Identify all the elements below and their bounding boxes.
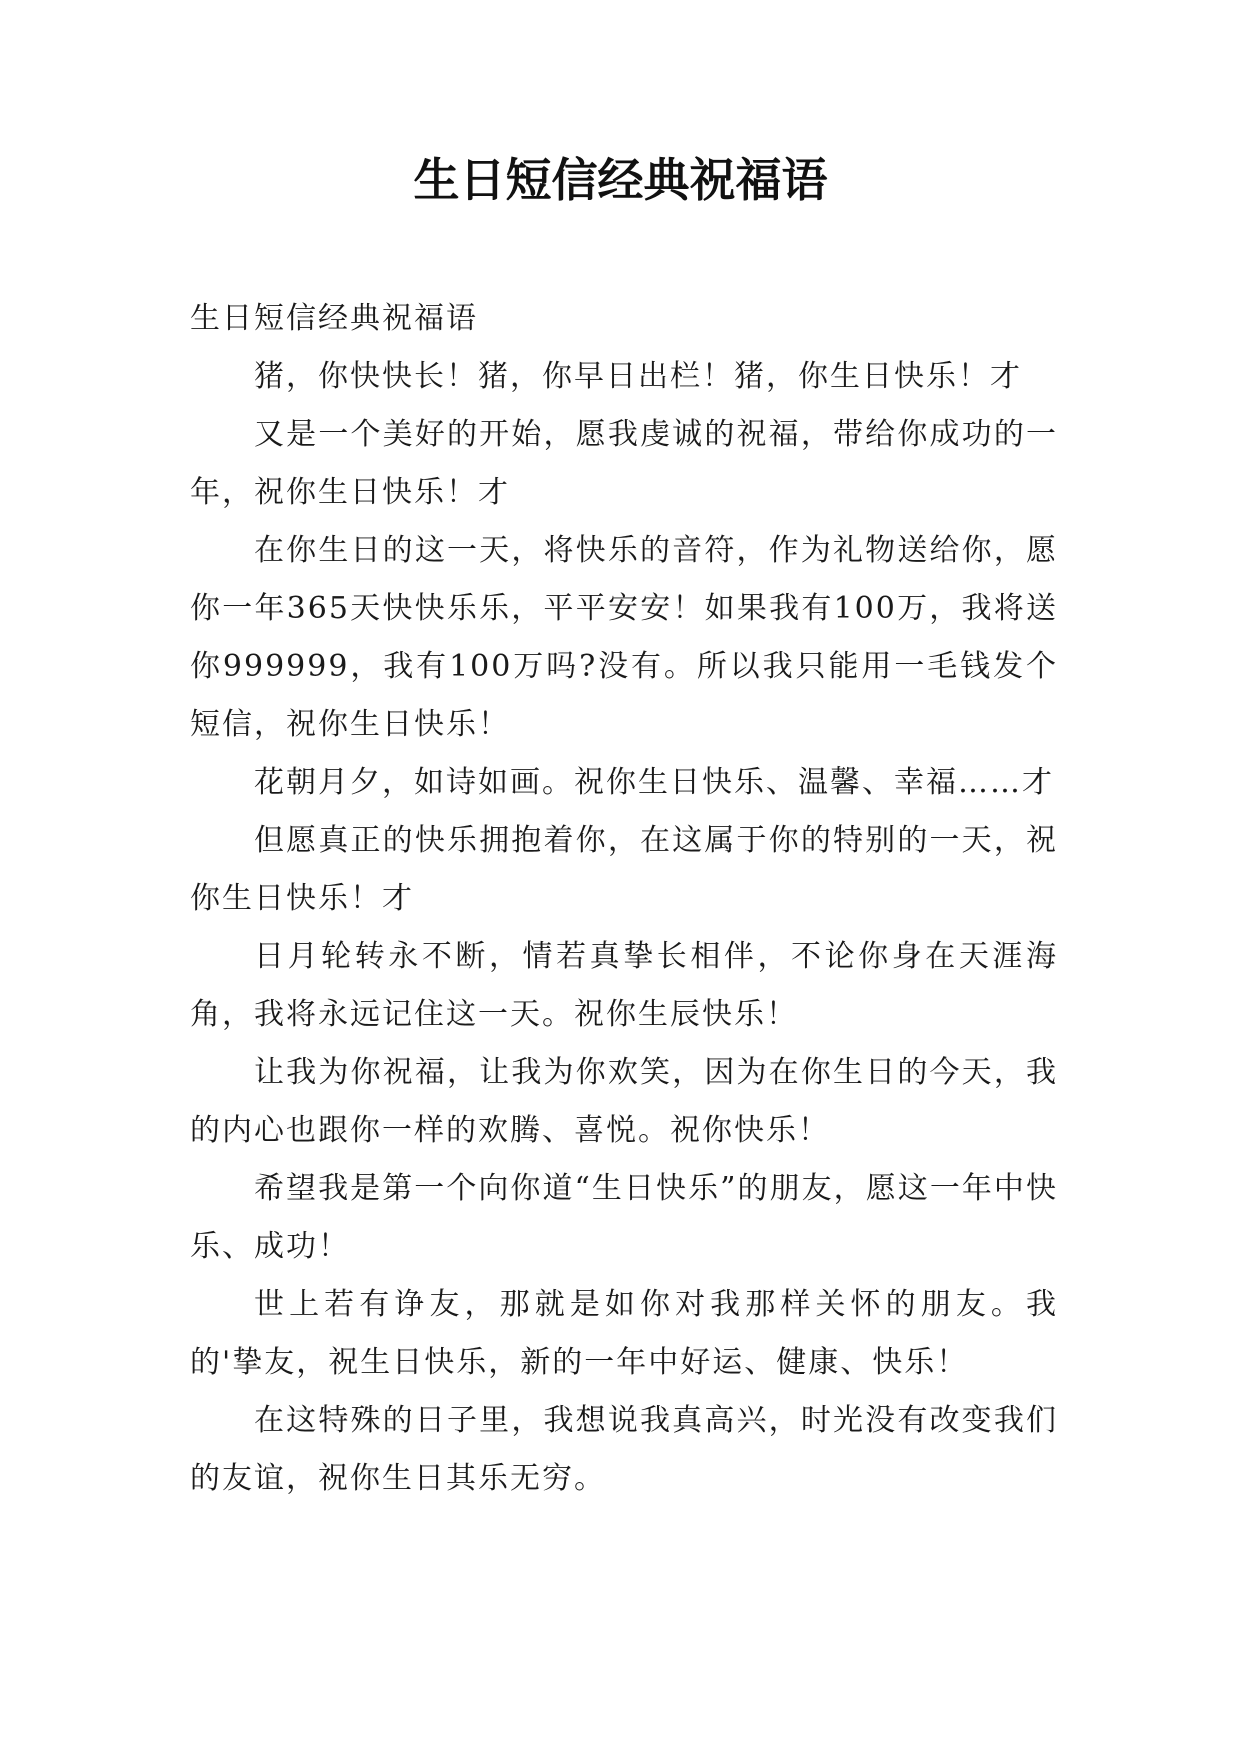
- document-body: [190, 290, 1058, 1508]
- paragraph: 猪，你快快长！猪，你早日出栏！猪，你生日快乐！才: [254, 359, 1022, 394]
- paragraph: 在你生日的这一天，将快乐的音符，作为礼物送给你，愿你一年365天快快乐乐，平平安安！如果我有100万，我将送你999999，我有100万吗?没有。所以我只能用一毛钱发个短信，祝你生日快乐！: [190, 533, 1058, 742]
- paragraph: 又是一个美好的开始，愿我虔诚的祝福，带给你成功的一年，祝你生日快乐！才: [190, 417, 1058, 510]
- paragraph-subtitle: 生日短信经典祝福语: [190, 301, 478, 336]
- paragraph: 花朝月夕，如诗如画。祝你生日快乐、温馨、幸福……才: [254, 765, 1054, 800]
- paragraph: 日月轮转永不断，情若真挚长相伴，不论你身在天涯海角，我将永远记住这一天。祝你生辰快乐！: [190, 939, 1058, 1032]
- paragraph: 世上若有诤友，那就是如你对我那样关怀的朋友。我的'挚友，祝生日快乐，新的一年中好运、健康、快乐！: [190, 1287, 1058, 1380]
- paragraph: 在这特殊的日子里，我想说我真高兴，时光没有改变我们的友谊，祝你生日其乐无穷。: [190, 1403, 1058, 1496]
- paragraph: 希望我是第一个向你道“生日快乐”的朋友，愿这一年中快乐、成功！: [190, 1171, 1058, 1264]
- paragraph: 但愿真正的快乐拥抱着你，在这属于你的特别的一天，祝你生日快乐！才: [190, 823, 1058, 916]
- paragraph: 让我为你祝福，让我为你欢笑，因为在你生日的今天，我的内心也跟你一样的欢腾、喜悦。祝你快乐！: [190, 1055, 1058, 1148]
- document-title: 生日短信经典祝福语: [413, 153, 828, 207]
